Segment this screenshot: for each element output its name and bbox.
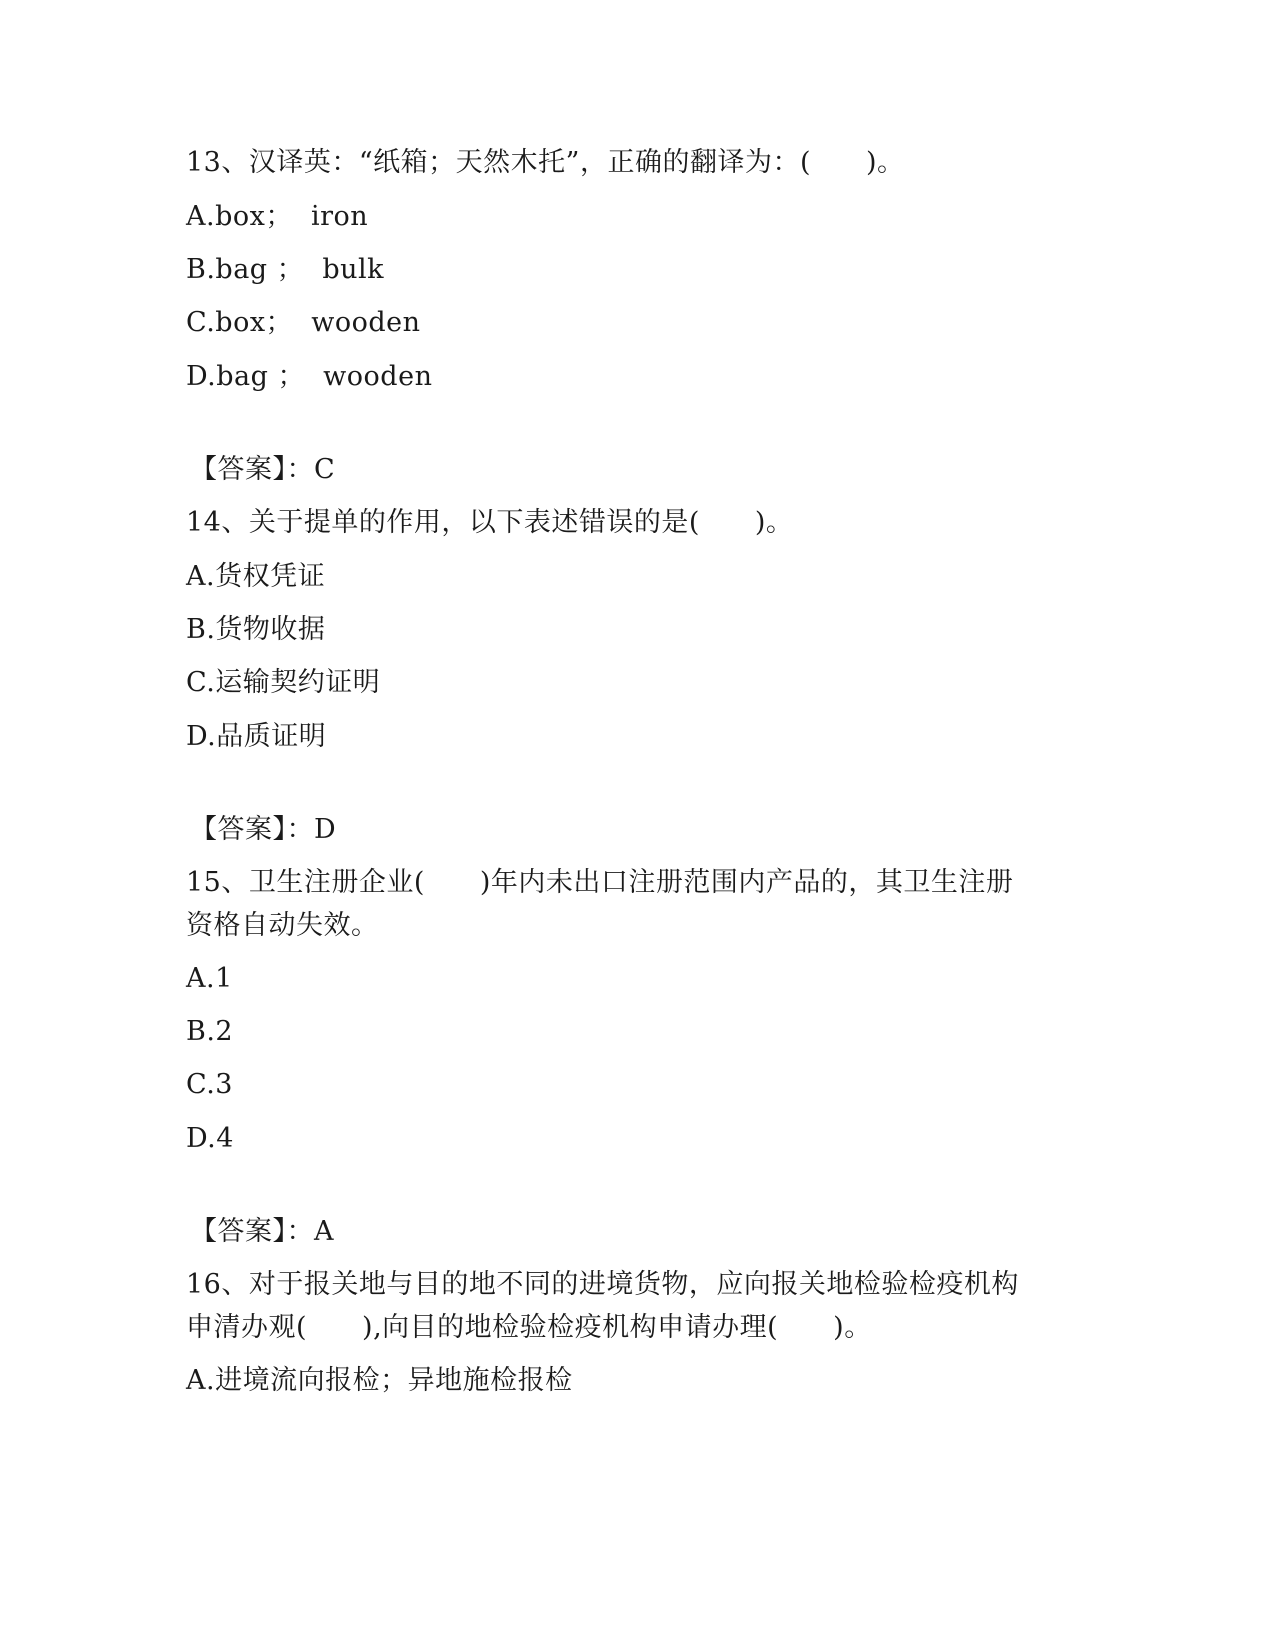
question-15-stem-line-2: 资格自动失效。 bbox=[186, 910, 379, 941]
question-15-answer: 【答案】：A bbox=[190, 1216, 334, 1247]
question-15-option-c: C.3 bbox=[186, 1069, 233, 1100]
question-13-option-b: B.bag ； bulk bbox=[186, 254, 385, 285]
question-14-answer: 【答案】：D bbox=[190, 814, 337, 845]
question-13-answer: 【答案】：C bbox=[190, 454, 336, 485]
question-14-option-a: A.货权凭证 bbox=[186, 561, 326, 592]
question-14-option-b: B.货物收据 bbox=[186, 614, 326, 645]
question-15-stem-line-1: 15、卫生注册企业( )年内未出口注册范围内产品的，其卫生注册 bbox=[186, 867, 1014, 898]
question-14-option-d: D.品质证明 bbox=[186, 721, 327, 752]
question-13-stem: 13、汉译英：“纸箱；天然木托”，正确的翻译为：( )。 bbox=[186, 147, 905, 178]
question-14-stem: 14、关于提单的作用，以下表述错误的是( )。 bbox=[186, 507, 794, 538]
question-14-option-c: C.运输契约证明 bbox=[186, 667, 381, 698]
question-13-option-c: C.box； wooden bbox=[186, 307, 421, 338]
question-16-option-a: A.进境流向报检；异地施检报检 bbox=[186, 1365, 573, 1396]
question-15-option-d: D.4 bbox=[186, 1123, 234, 1154]
question-15-option-b: B.2 bbox=[186, 1016, 234, 1047]
question-13-option-a: A.box； iron bbox=[186, 201, 369, 232]
question-15-option-a: A.1 bbox=[186, 963, 233, 994]
question-16-stem-line-2: 申清办观( ),向目的地检验检疫机构申请办理( )。 bbox=[186, 1312, 872, 1343]
question-16-stem-line-1: 16、对于报关地与目的地不同的进境货物，应向报关地检验检疫机构 bbox=[186, 1269, 1019, 1300]
question-13-option-d: D.bag ； wooden bbox=[186, 361, 433, 392]
